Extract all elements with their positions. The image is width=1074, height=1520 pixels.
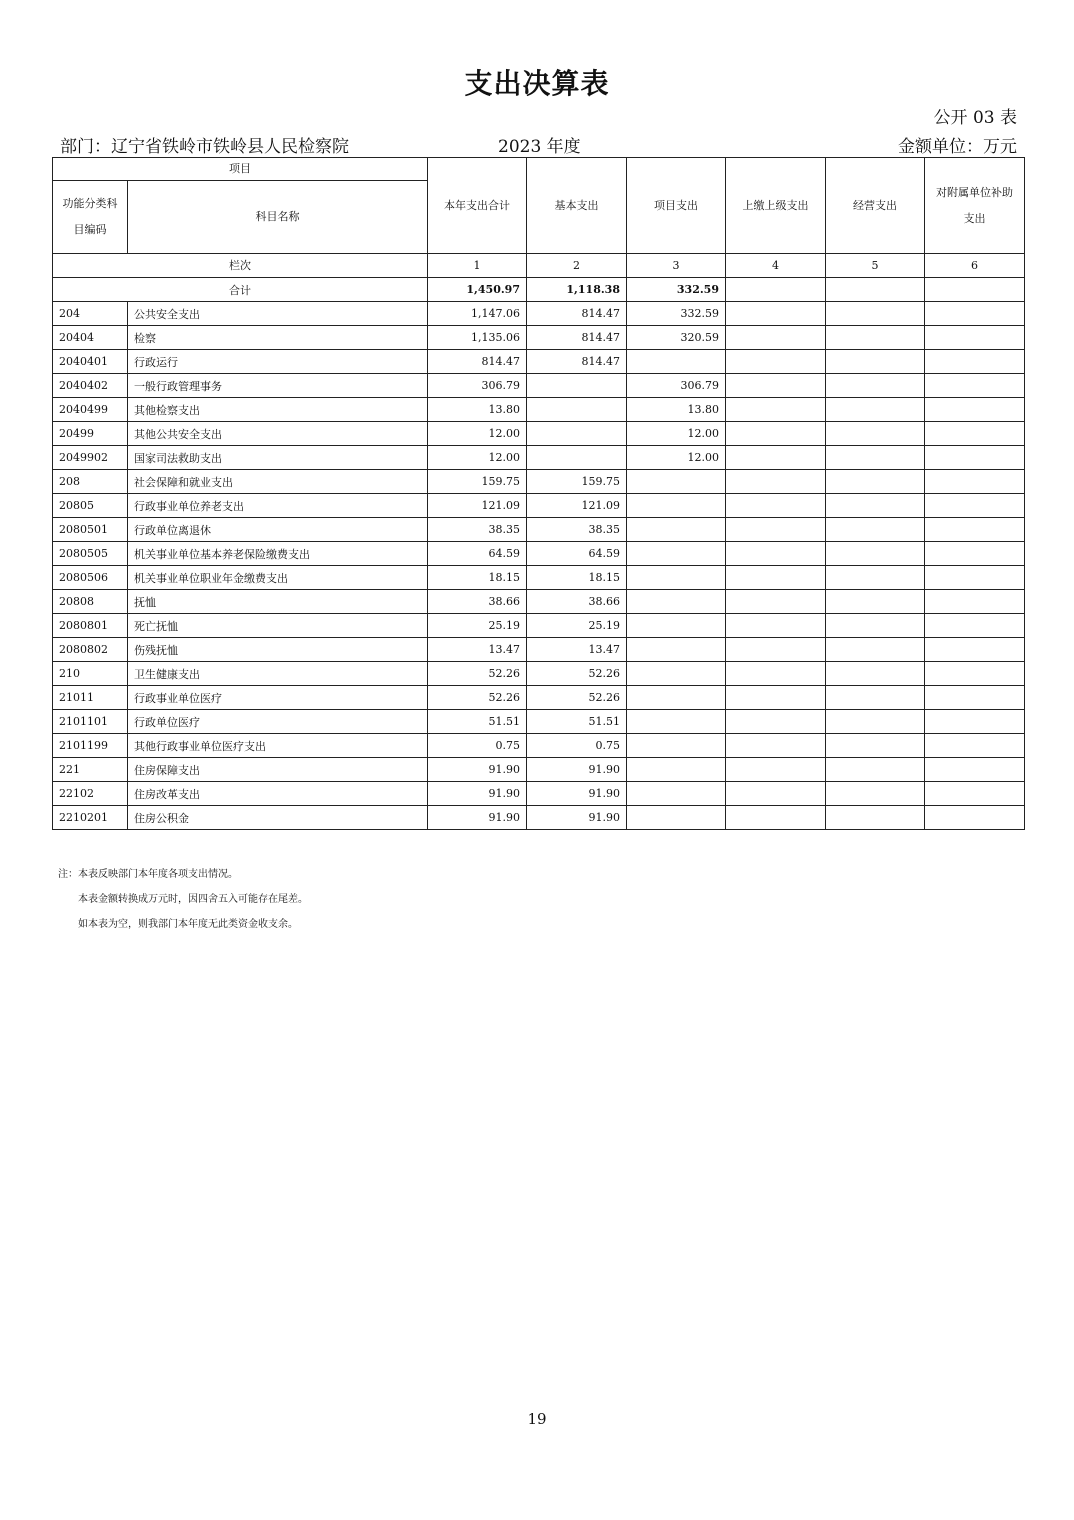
row-upper [726, 710, 826, 734]
row-project [627, 566, 726, 590]
row-name: 行政运行 [128, 350, 428, 374]
header-func-code: 功能分类科目编码 [53, 181, 128, 254]
row-total: 306.79 [428, 374, 527, 398]
table-row [53, 326, 1025, 350]
row-basic: 38.66 [527, 590, 627, 614]
row-project [627, 470, 726, 494]
row-business [826, 590, 925, 614]
row-upper [726, 350, 826, 374]
row-code: 2101199 [53, 734, 128, 758]
header-subsidy: 对附属单位补助支出 [925, 158, 1025, 254]
year-label: 2023 年度 [498, 137, 581, 157]
table-row [53, 662, 1025, 686]
row-total: 91.90 [428, 758, 527, 782]
row-subsidy [925, 662, 1025, 686]
row-total: 38.35 [428, 518, 527, 542]
row-code: 2040402 [53, 374, 128, 398]
row-business [826, 782, 925, 806]
row-basic: 91.90 [527, 782, 627, 806]
row-business [826, 302, 925, 326]
note-line: 本表金额转换成万元时，因四舍五入可能存在尾差。 [78, 894, 308, 905]
row-subsidy [925, 470, 1025, 494]
table-row [53, 542, 1025, 566]
note-line: 注：本表反映部门本年度各项支出情况。 [58, 869, 238, 880]
row-code: 20404 [53, 326, 128, 350]
table-row [53, 638, 1025, 662]
row-business [826, 398, 925, 422]
row-upper [726, 734, 826, 758]
row-total: 13.47 [428, 638, 527, 662]
table-row [53, 518, 1025, 542]
row-upper [726, 782, 826, 806]
row-subsidy [925, 734, 1025, 758]
row-total: 12.00 [428, 422, 527, 446]
row-name: 伤残抚恤 [128, 638, 428, 662]
row-name: 其他行政事业单位医疗支出 [128, 734, 428, 758]
row-total: 159.75 [428, 470, 527, 494]
row-total: 64.59 [428, 542, 527, 566]
row-code: 2080802 [53, 638, 128, 662]
row-business [826, 734, 925, 758]
table-row [53, 614, 1025, 638]
row-business [826, 446, 925, 470]
row-upper [726, 326, 826, 350]
row-basic: 64.59 [527, 542, 627, 566]
row-total: 38.66 [428, 590, 527, 614]
row-upper [726, 686, 826, 710]
col-num: 1 [428, 254, 527, 278]
table-row [53, 686, 1025, 710]
department-label: 部门：辽宁省铁岭市铁岭县人民检察院 [60, 137, 349, 157]
row-name: 行政事业单位医疗 [128, 686, 428, 710]
row-total: 52.26 [428, 686, 527, 710]
row-code: 21011 [53, 686, 128, 710]
row-project [627, 350, 726, 374]
table-row [53, 590, 1025, 614]
row-code: 22102 [53, 782, 128, 806]
row-project [627, 662, 726, 686]
row-project [627, 638, 726, 662]
row-project [627, 710, 726, 734]
row-business [826, 686, 925, 710]
row-name: 机关事业单位基本养老保险缴费支出 [128, 542, 428, 566]
sum-label: 合计 [53, 278, 428, 302]
row-subsidy [925, 446, 1025, 470]
row-basic: 38.35 [527, 518, 627, 542]
row-subsidy [925, 782, 1025, 806]
row-name: 社会保障和就业支出 [128, 470, 428, 494]
row-total: 25.19 [428, 614, 527, 638]
row-total: 1,135.06 [428, 326, 527, 350]
row-name: 公共安全支出 [128, 302, 428, 326]
row-code: 2080506 [53, 566, 128, 590]
row-code: 221 [53, 758, 128, 782]
row-subsidy [925, 518, 1025, 542]
row-code: 2080801 [53, 614, 128, 638]
row-name: 机关事业单位职业年金缴费支出 [128, 566, 428, 590]
row-code: 2101101 [53, 710, 128, 734]
col-num: 4 [726, 254, 826, 278]
header-total: 本年支出合计 [428, 158, 527, 254]
row-upper [726, 398, 826, 422]
row-business [826, 806, 925, 830]
row-basic: 814.47 [527, 350, 627, 374]
header-subject-name: 科目名称 [128, 181, 428, 254]
header-project: 项目 [53, 158, 428, 181]
row-total: 1,147.06 [428, 302, 527, 326]
row-business [826, 470, 925, 494]
row-subsidy [925, 566, 1025, 590]
row-project [627, 806, 726, 830]
row-total: 13.80 [428, 398, 527, 422]
table-row [53, 758, 1025, 782]
row-total: 12.00 [428, 446, 527, 470]
row-basic: 18.15 [527, 566, 627, 590]
row-subsidy [925, 590, 1025, 614]
row-project [627, 686, 726, 710]
row-code: 204 [53, 302, 128, 326]
table-row [53, 806, 1025, 830]
row-name: 行政单位医疗 [128, 710, 428, 734]
row-basic: 121.09 [527, 494, 627, 518]
row-subsidy [925, 710, 1025, 734]
page-number: 19 [527, 1410, 547, 1428]
row-business [826, 350, 925, 374]
row-subsidy [925, 302, 1025, 326]
sum-project: 332.59 [627, 278, 726, 302]
row-business [826, 518, 925, 542]
header-project-expense: 项目支出 [627, 158, 726, 254]
table-row [53, 566, 1025, 590]
row-project [627, 782, 726, 806]
row-name: 其他检察支出 [128, 398, 428, 422]
header-upper: 上缴上级支出 [726, 158, 826, 254]
header-basic: 基本支出 [527, 158, 627, 254]
row-business [826, 542, 925, 566]
row-project [627, 734, 726, 758]
row-upper [726, 446, 826, 470]
row-basic: 51.51 [527, 710, 627, 734]
row-upper [726, 590, 826, 614]
row-upper [726, 758, 826, 782]
table-row [53, 782, 1025, 806]
row-upper [726, 422, 826, 446]
sum-subsidy [925, 278, 1025, 302]
row-business [826, 494, 925, 518]
row-project: 12.00 [627, 446, 726, 470]
row-business [826, 566, 925, 590]
row-basic [527, 374, 627, 398]
row-project [627, 758, 726, 782]
row-code: 2040401 [53, 350, 128, 374]
col-num: 2 [527, 254, 627, 278]
row-name: 国家司法救助支出 [128, 446, 428, 470]
table-code: 公开 03 表 [933, 108, 1017, 128]
row-basic [527, 398, 627, 422]
row-business [826, 710, 925, 734]
row-name: 卫生健康支出 [128, 662, 428, 686]
table-row [53, 470, 1025, 494]
col-num: 6 [925, 254, 1025, 278]
table-row [53, 734, 1025, 758]
sum-business [826, 278, 925, 302]
row-code: 210 [53, 662, 128, 686]
row-subsidy [925, 686, 1025, 710]
expenditure-table [52, 157, 1025, 830]
row-total: 51.51 [428, 710, 527, 734]
sum-basic: 1,118.38 [527, 278, 627, 302]
row-basic: 52.26 [527, 686, 627, 710]
row-total: 18.15 [428, 566, 527, 590]
row-upper [726, 638, 826, 662]
row-subsidy [925, 542, 1025, 566]
row-basic [527, 422, 627, 446]
row-project: 13.80 [627, 398, 726, 422]
row-project: 12.00 [627, 422, 726, 446]
row-project [627, 590, 726, 614]
row-subsidy [925, 806, 1025, 830]
row-subsidy [925, 614, 1025, 638]
row-name: 住房改革支出 [128, 782, 428, 806]
row-subsidy [925, 422, 1025, 446]
row-subsidy [925, 398, 1025, 422]
row-basic: 0.75 [527, 734, 627, 758]
table-row [53, 302, 1025, 326]
row-project: 320.59 [627, 326, 726, 350]
table-row [53, 710, 1025, 734]
row-upper [726, 542, 826, 566]
row-project: 306.79 [627, 374, 726, 398]
header-column-order: 栏次 [53, 254, 428, 278]
row-code: 2080501 [53, 518, 128, 542]
sum-upper [726, 278, 826, 302]
row-subsidy [925, 494, 1025, 518]
note-line: 如本表为空，则我部门本年度无此类资金收支余。 [78, 919, 298, 930]
row-code: 2049902 [53, 446, 128, 470]
col-num: 3 [627, 254, 726, 278]
row-upper [726, 374, 826, 398]
row-business [826, 758, 925, 782]
row-subsidy [925, 326, 1025, 350]
row-business [826, 662, 925, 686]
row-code: 20499 [53, 422, 128, 446]
row-project [627, 494, 726, 518]
row-total: 814.47 [428, 350, 527, 374]
table-row [53, 446, 1025, 470]
row-upper [726, 518, 826, 542]
row-basic: 159.75 [527, 470, 627, 494]
table-row [53, 350, 1025, 374]
row-name: 行政单位离退休 [128, 518, 428, 542]
row-total: 91.90 [428, 806, 527, 830]
row-upper [726, 566, 826, 590]
row-basic: 814.47 [527, 326, 627, 350]
row-name: 死亡抚恤 [128, 614, 428, 638]
row-basic: 25.19 [527, 614, 627, 638]
row-name: 一般行政管理事务 [128, 374, 428, 398]
row-subsidy [925, 638, 1025, 662]
row-total: 91.90 [428, 782, 527, 806]
table-row [53, 374, 1025, 398]
row-total: 121.09 [428, 494, 527, 518]
row-name: 住房保障支出 [128, 758, 428, 782]
row-basic: 52.26 [527, 662, 627, 686]
row-basic: 814.47 [527, 302, 627, 326]
row-upper [726, 494, 826, 518]
row-name: 检察 [128, 326, 428, 350]
row-upper [726, 470, 826, 494]
row-code: 20808 [53, 590, 128, 614]
row-code: 2040499 [53, 398, 128, 422]
row-subsidy [925, 374, 1025, 398]
row-basic [527, 446, 627, 470]
row-project [627, 614, 726, 638]
row-total: 52.26 [428, 662, 527, 686]
table-row [53, 494, 1025, 518]
row-basic: 13.47 [527, 638, 627, 662]
row-code: 2080505 [53, 542, 128, 566]
row-basic: 91.90 [527, 806, 627, 830]
row-name: 抚恤 [128, 590, 428, 614]
row-name: 其他公共安全支出 [128, 422, 428, 446]
row-upper [726, 302, 826, 326]
row-project: 332.59 [627, 302, 726, 326]
row-subsidy [925, 350, 1025, 374]
row-project [627, 518, 726, 542]
row-business [826, 374, 925, 398]
row-upper [726, 614, 826, 638]
row-total: 0.75 [428, 734, 527, 758]
row-basic: 91.90 [527, 758, 627, 782]
row-code: 208 [53, 470, 128, 494]
row-project [627, 542, 726, 566]
row-name: 行政事业单位养老支出 [128, 494, 428, 518]
row-subsidy [925, 758, 1025, 782]
row-upper [726, 806, 826, 830]
row-business [826, 614, 925, 638]
header-business: 经营支出 [826, 158, 925, 254]
row-business [826, 422, 925, 446]
table-row [53, 398, 1025, 422]
sum-total: 1,450.97 [428, 278, 527, 302]
row-upper [726, 662, 826, 686]
col-num: 5 [826, 254, 925, 278]
table-row [53, 422, 1025, 446]
row-code: 2210201 [53, 806, 128, 830]
page-title: 支出决算表 [464, 67, 610, 100]
sum-row [53, 278, 1025, 302]
notes [58, 862, 308, 937]
row-business [826, 326, 925, 350]
row-name: 住房公积金 [128, 806, 428, 830]
unit-label: 金额单位：万元 [898, 137, 1017, 157]
row-business [826, 638, 925, 662]
row-code: 20805 [53, 494, 128, 518]
